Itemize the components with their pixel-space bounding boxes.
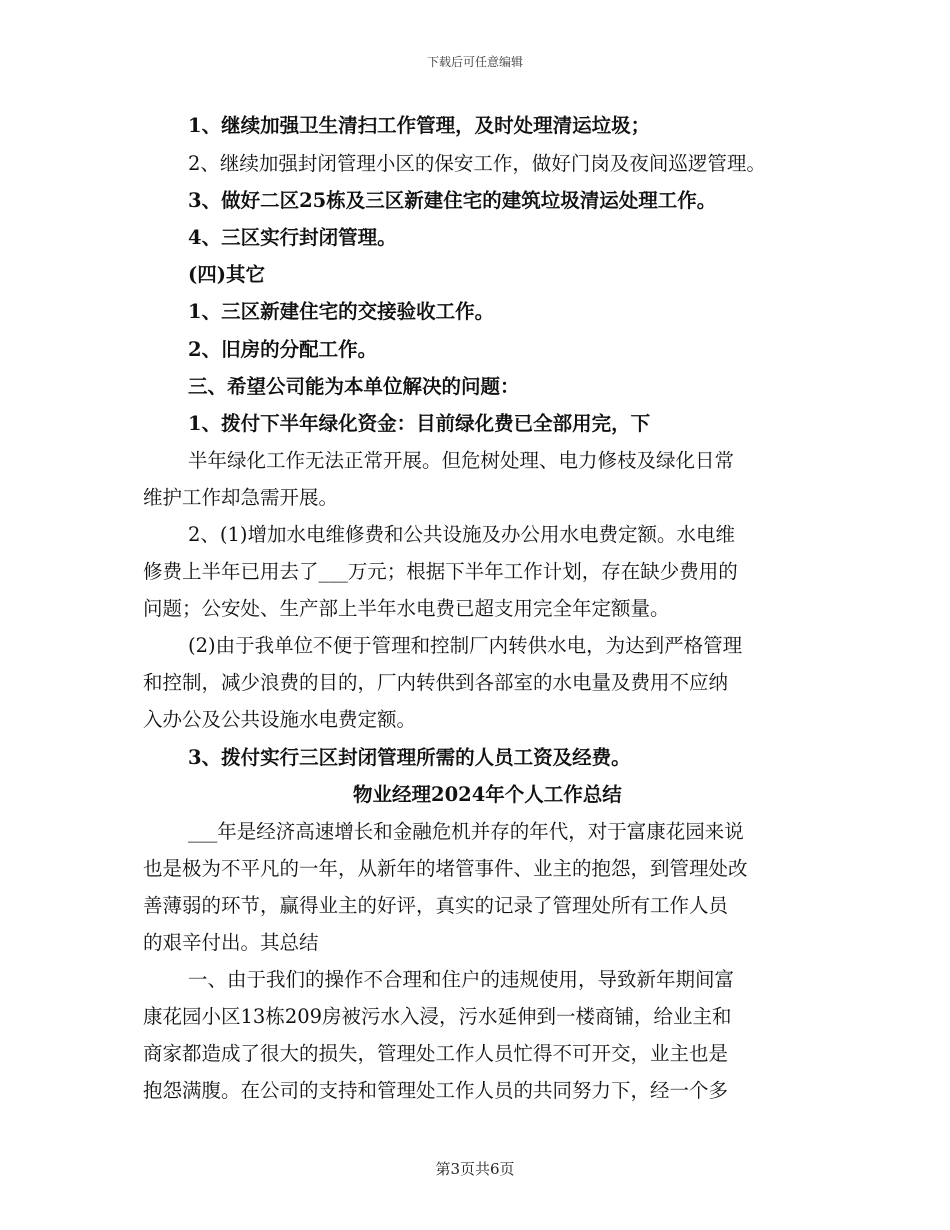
text-line: 维护工作却急需开展。 bbox=[143, 486, 339, 509]
text-line: 商家都造成了很大的损失，管理处工作人员忙得不可开交，业主也是 bbox=[143, 1042, 729, 1065]
text-line: 问题；公安处、生产部上半年水电费已超支用完全年定额量。 bbox=[143, 597, 670, 620]
text-line: 入办公及公共设施水电费定额。 bbox=[143, 708, 417, 731]
text-line: 和控制，减少浪费的目的，厂内转供到各部室的水电量及费用不应纳 bbox=[143, 671, 729, 694]
section-heading: 三、希望公司能为本单位解决的问题： bbox=[188, 375, 520, 398]
text-line: 1、三区新建住宅的交接验收工作。 bbox=[188, 300, 495, 323]
text-line: 2、继续加强封闭管理小区的保安工作，做好门岗及夜间巡逻管理。 bbox=[188, 152, 766, 175]
text-line: 1、拨付下半年绿化资金：目前绿化费已全部用完，下 bbox=[188, 412, 651, 435]
text-line: 也是极为不平凡的一年，从新年的堵管事件、业主的抱怨，到管理处改 bbox=[143, 857, 748, 880]
text-line: 抱怨满腹。在公司的支持和管理处工作人员的共同努力下，经一个多 bbox=[143, 1079, 729, 1102]
text-line: 的艰辛付出。其总结 bbox=[143, 931, 319, 954]
text-line: 2、(1)增加水电维修费和公共设施及办公用水电费定额。水电维 bbox=[188, 523, 736, 546]
text-line: 康花园小区13栋209房被污水入浸，污水延伸到一楼商铺，给业主和 bbox=[143, 1005, 732, 1028]
text-line: 善薄弱的环节，赢得业主的好评，真实的记录了管理处所有工作人员 bbox=[143, 894, 729, 917]
text-line: 3、拨付实行三区封闭管理所需的人员工资及经费。 bbox=[188, 746, 631, 769]
text-line: 2、旧房的分配工作。 bbox=[188, 338, 378, 361]
text-line: 半年绿化工作无法正常开展。但危树处理、电力修枝及绿化日常 bbox=[188, 449, 735, 472]
text-line: 修费上半年已用去了___万元；根据下半年工作计划，存在缺少费用的 bbox=[143, 560, 738, 583]
page-footer: 第3页共6页 bbox=[435, 1160, 515, 1178]
document-title: 物业经理2024年个人工作总结 bbox=[353, 783, 622, 806]
text-line: 4、三区实行封闭管理。 bbox=[188, 226, 397, 249]
text-line: 一、由于我们的操作不合理和住户的违规使用，导致新年期间富 bbox=[188, 968, 735, 991]
section-heading: (四)其它 bbox=[188, 263, 265, 286]
text-line: ___年是经济高速增长和金融危机并存的年代，对于富康花园来说 bbox=[188, 820, 744, 843]
text-line: 1、继续加强卫生清扫工作管理，及时处理清运垃圾； bbox=[188, 114, 651, 137]
text-line: (2)由于我单位不便于管理和控制厂内转供水电，为达到严格管理 bbox=[188, 634, 743, 657]
page-header: 下载后可任意编辑 bbox=[426, 55, 523, 69]
text-line: 3、做好二区25栋及三区新建住宅的建筑垃圾清运处理工作。 bbox=[188, 189, 717, 212]
